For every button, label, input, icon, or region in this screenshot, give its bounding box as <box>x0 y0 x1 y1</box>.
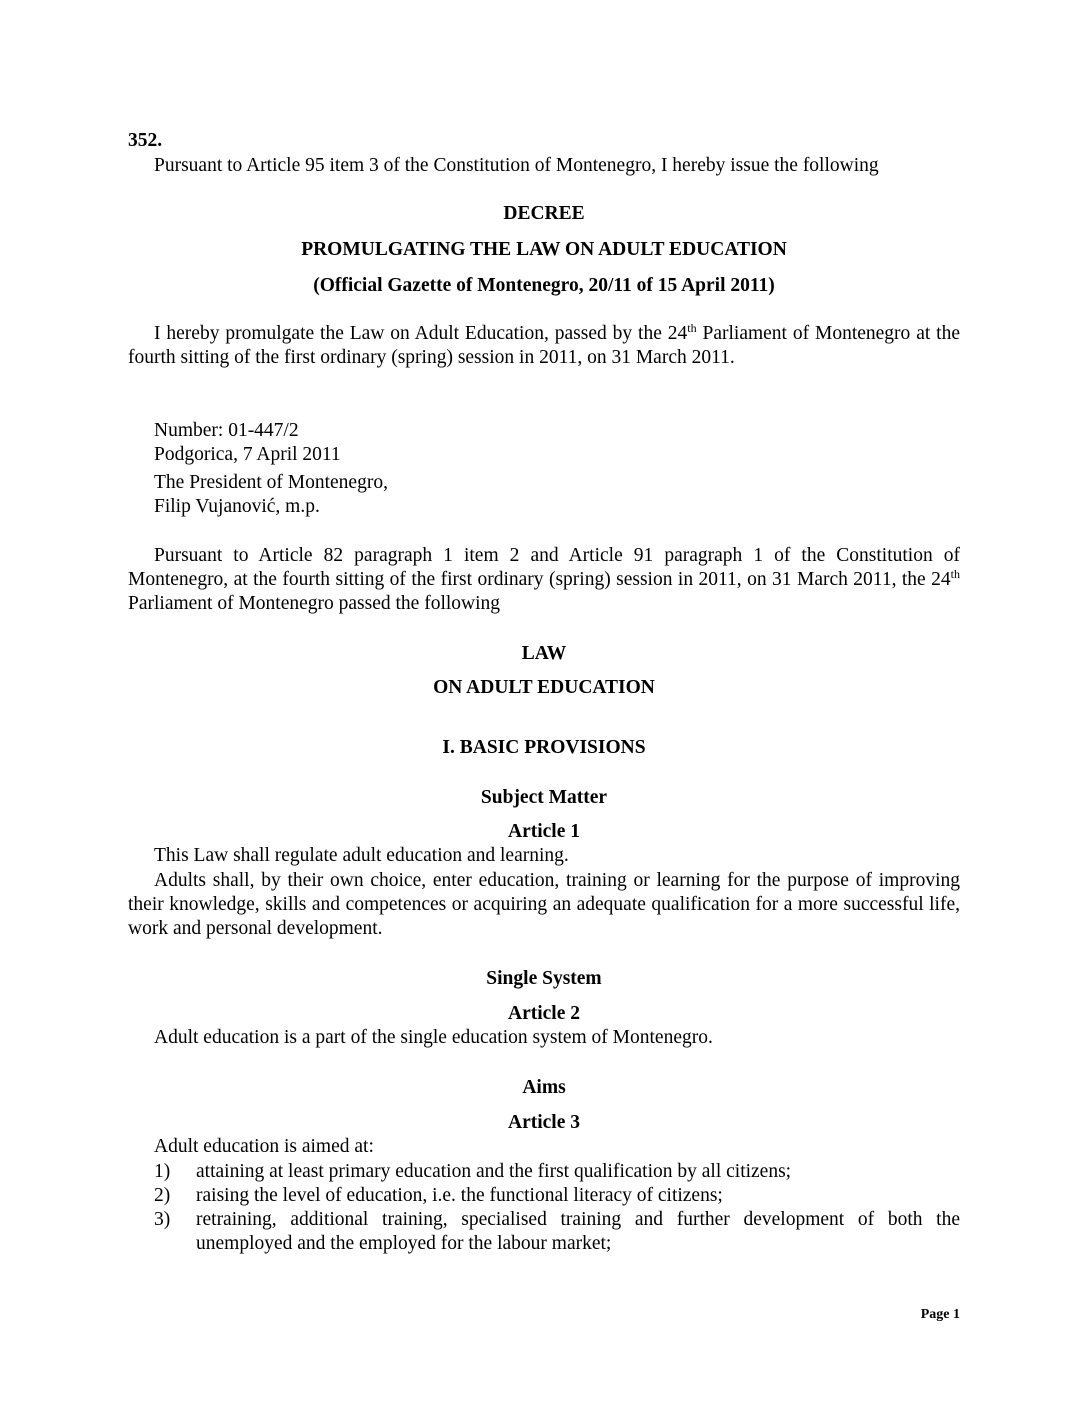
article-2-paragraph-1: Adult education is a part of the single education system of Montenegro. <box>154 1027 713 1048</box>
list-item-text: attaining at least primary education and the first qualification by all citizens; <box>196 1161 792 1182</box>
article-1-paragraph-1: This Law shall regulate adult education and learning. <box>154 845 569 866</box>
list-item <box>154 1184 960 1208</box>
article-3-intro: Adult education is aimed at: <box>154 1136 374 1157</box>
article-3-heading: Article 3 <box>507 1112 580 1133</box>
article-1-heading: Article 1 <box>507 821 580 842</box>
article-1-paragraph-2: Adults shall, by their own choice, enter education, training or learning for the purpose of improving their knowledge, skills and competences or acquiring an adequate qualification for a more successful life, work and personal development. <box>128 870 960 939</box>
promulgation-paragraph: I hereby promulgate the Law on Adult Education, passed by the 24th Parliament of Montenegro at the fourth sitting of the first ordinary (spring) session in 2011, on 31 March 2011. <box>128 321 960 368</box>
gazette-reference: (Official Gazette of Montenegro, 20/11 of 15 April 2011) <box>313 275 775 296</box>
intro-line: Pursuant to Article 95 item 3 of the Constitution of Montenegro, I hereby issue the following <box>154 155 879 176</box>
document-number: 352. <box>128 130 163 151</box>
law-subtitle: ON ADULT EDUCATION <box>433 677 655 698</box>
decree-number: Number: 01-447/2 <box>154 420 299 441</box>
pursuant-paragraph: Pursuant to Article 82 paragraph 1 item 2 and Article 91 paragraph 1 of the Constitution of Montenegro, at the fourth sitting of the first ordinary (spring) session in 2011, on 31 March 2011, the 24th Parliament of Montenegro passed the following <box>128 545 960 614</box>
article-2-heading: Article 2 <box>507 1003 580 1024</box>
chapter-title: I. BASIC PROVISIONS <box>442 737 646 758</box>
list-item-number: 1) <box>154 1161 171 1182</box>
section-heading-aims: Aims <box>522 1077 566 1098</box>
law-title: LAW <box>521 643 567 664</box>
decree-title: DECREE <box>503 203 585 224</box>
decree-subtitle: PROMULGATING THE LAW ON ADULT EDUCATION <box>301 239 787 260</box>
president-name: Filip Vujanović, m.p. <box>154 496 320 517</box>
section-heading-subject-matter: Subject Matter <box>480 787 608 808</box>
decree-place-date: Podgorica, 7 April 2011 <box>154 444 341 465</box>
list-item-text: raising the level of education, i.e. the functional literacy of citizens; <box>196 1185 723 1206</box>
list-item <box>154 1208 960 1256</box>
list-item-number: 2) <box>154 1185 171 1206</box>
president-title: The President of Montenegro, <box>154 472 388 493</box>
section-heading-single-system: Single System <box>486 968 602 989</box>
page-number: Page 1 <box>920 1307 960 1322</box>
list-item <box>154 1160 960 1184</box>
list-item-text: retraining, additional training, specialised training and further development of both the unemployed and the employed for the labour market; <box>196 1209 960 1254</box>
list-item-number: 3) <box>154 1209 171 1230</box>
